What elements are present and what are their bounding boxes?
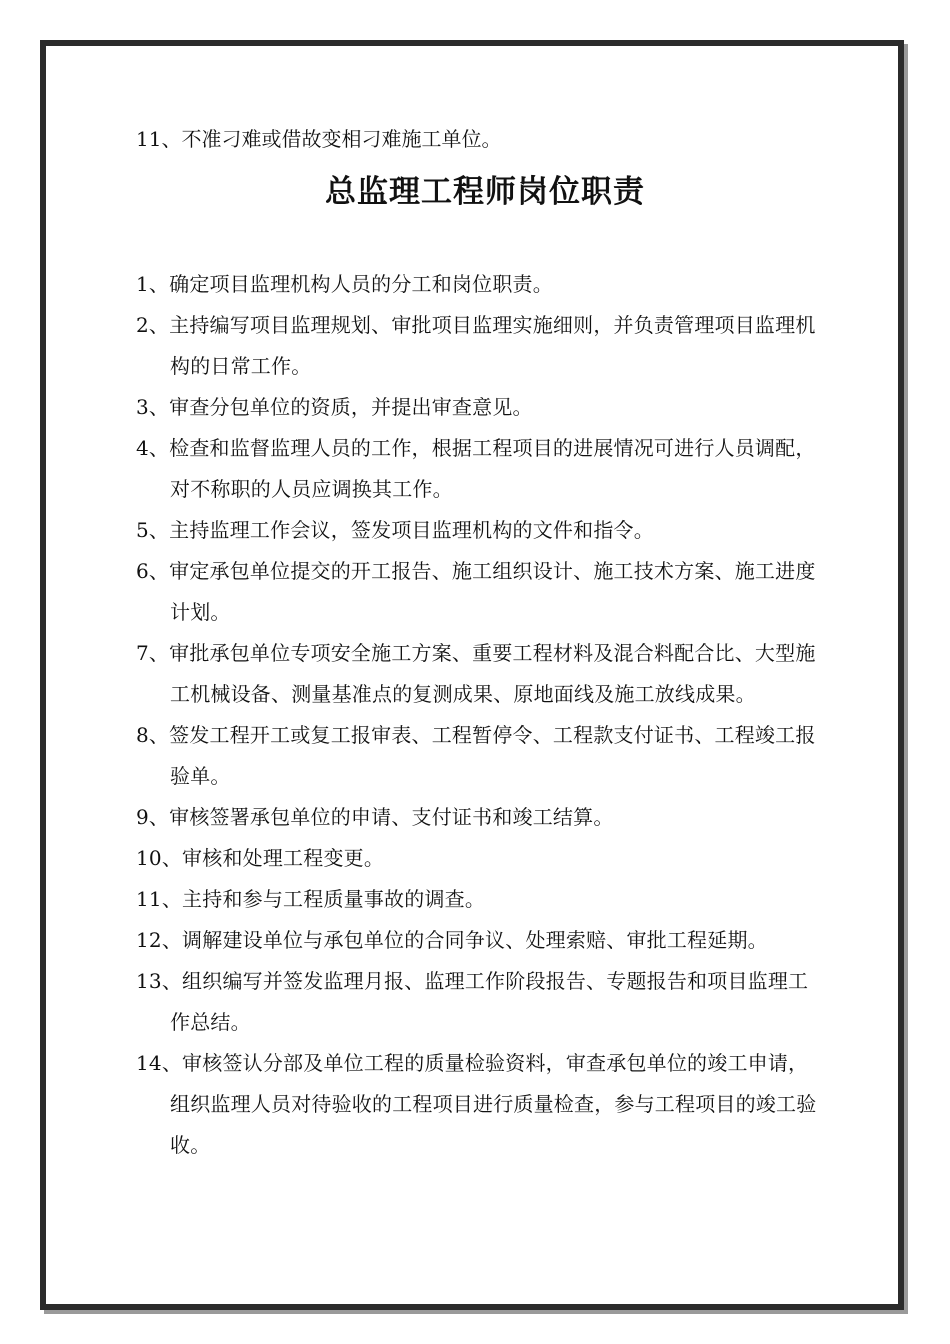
previous-list-item: 11、不准刁难或借故变相刁难施工单位。 [136,127,502,151]
list-item: 9、审核签署承包单位的申请、支付证书和竣工结算。 [136,805,614,829]
list-item: 3、审查分包单位的资质，并提出审查意见。 [136,395,533,419]
page-title: 总监理工程师岗位职责 [325,174,645,210]
list-item: 10、审核和处理工程变更。 [136,846,385,870]
document-body [136,120,826,1166]
list-item: 13、组织编写并签发监理月报、监理工作阶段报告、专题报告和项目监理工作总结。 [136,969,809,1034]
list-item: 12、调解建设单位与承包单位的合同争议、处理索赔、审批工程延期。 [136,928,768,952]
list-item: 7、审批承包单位专项安全施工方案、重要工程材料及混合料配合比、大型施工机械设备、测量基准点的复测成果、原地面线及施工放线成果。 [136,641,816,706]
list-item: 5、主持监理工作会议，签发项目监理机构的文件和指令。 [136,518,654,542]
list-item: 11、主持和参与工程质量事故的调查。 [136,887,486,911]
list-item: 4、检查和监督监理人员的工作，根据工程项目的进展情况可进行人员调配，对不称职的人员应调换其工作。 [136,436,816,501]
list-item: 6、审定承包单位提交的开工报告、施工组织设计、施工技术方案、施工进度计划。 [136,559,816,624]
list-item: 1、确定项目监理机构人员的分工和岗位职责。 [136,272,553,296]
list-item: 2、主持编写项目监理规划、审批项目监理实施细则，并负责管理项目监理机构的日常工作。 [136,313,816,378]
duty-list [136,264,826,1166]
list-item: 14、审核签认分部及单位工程的质量检验资料，审查承包单位的竣工申请，组织监理人员对待验收的工程项目进行质量检查，参与工程项目的竣工验收。 [136,1051,817,1157]
list-item: 8、签发工程开工或复工报审表、工程暂停令、工程款支付证书、工程竣工报验单。 [136,723,816,788]
